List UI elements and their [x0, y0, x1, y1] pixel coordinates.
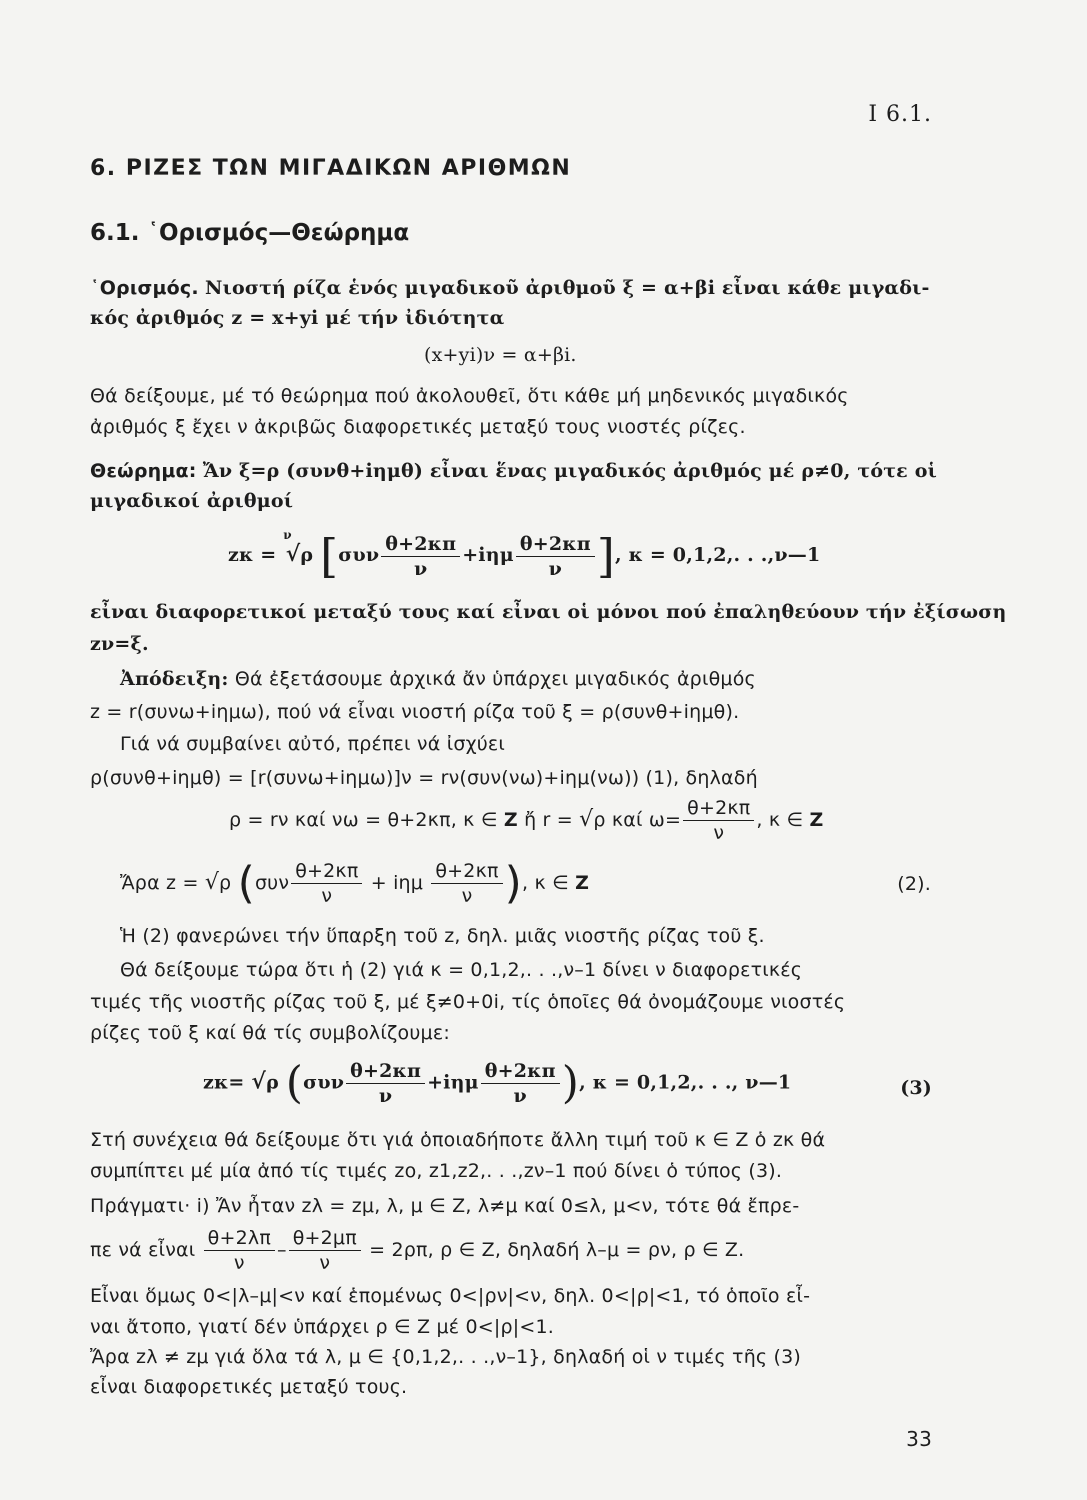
page-number: 33	[906, 1427, 932, 1451]
proof-line-2: z = r(συνω+iημω), πού νά εἶναι νιοστή ρίζα τοῦ ξ = ρ(συνθ+iημθ).	[90, 701, 740, 723]
definition-label: ῾Ορισμός.	[90, 277, 199, 299]
proof-line-10: Πράγματι· i) Ἄν ἦταν zλ = zμ, λ, μ ∈ Z, λ≠μ καί 0≤λ, μ<ν, τότε θά ἔπρε-	[90, 1195, 800, 1217]
definition-line-2: κός ἀριθμός z = x+yi μέ τήν ἰδιότητα	[90, 307, 505, 329]
equation-tag-2: (2).	[897, 873, 931, 895]
proof-label: Ἀπόδειξη:	[120, 668, 229, 690]
proof-line-6: τιμές τῆς νιοστῆς ρίζας τοῦ ξ, μέ ξ≠0+0i, τίς ὁποῖες θά ὀνομάζουμε νιοστές	[90, 991, 846, 1013]
proof-line-15: εἶναι διαφορετικές μεταξύ τους.	[90, 1376, 408, 1398]
theorem-conclusion-1: εἶναι διαφορετικοί μεταξύ τους καί εἶναι οἱ μόνοι πού ἐπαληθεύουν τήν ἐξίσωση	[90, 601, 1007, 623]
chapter-title: 6. ΡΙΖΕΣ ΤΩΝ ΜΙΓΑΔΙΚΩΝ ΑΡΙΘΜΩΝ	[90, 156, 572, 181]
proof-line-13: ναι ἄτοπο, γιατί δέν ὑπάρχει ρ ∈ Z μέ 0<|ρ|<1.	[90, 1316, 554, 1338]
proof-equation-4: zκ= √ρ (συν $\frac{\theta+2\kappa\pi}{\nu}$ +iημ $\frac{\theta+2\kappa\pi}{\nu}$ ), κ = 0,1,2,. . ., ν—1	[203, 1057, 792, 1109]
section-title: 6.1. ῾Ορισμός—Θεώρημα	[90, 220, 410, 246]
proof-line-5: Θά δείξουμε τώρα ὅτι ἡ (2) γιά κ = 0,1,2,. . .,ν–1 δίνει ν διαφορετικές	[120, 959, 803, 981]
section-reference: I 6.1.	[868, 102, 932, 127]
proof-line-14: Ἄρα zλ ≠ zμ γιά ὅλα τά λ, μ ∈ {0,1,2,. . .,ν–1}, δηλαδή οἱ ν τιμές τῆς (3)	[90, 1346, 802, 1368]
equation-tag-3: (3)	[900, 1077, 932, 1099]
proof-line-12: Εἶναι ὅμως 0<|λ–μ|<ν καί ἑπομένως 0<|ρν|<ν, δηλ. 0<|ρ|<1, τό ὁποῖο εἶ-	[90, 1285, 811, 1307]
theorem-conclusion-2: zν=ξ.	[90, 633, 149, 655]
proof-line-3: Γιά νά συμβαίνει αὐτό, πρέπει νά ἰσχύει	[120, 733, 506, 755]
proof-line-1: Ἀπόδειξη: Θά ἐξετάσουμε ἀρχικά ἄν ὑπάρχει μιγαδικός ἀριθμός	[120, 668, 756, 690]
proof-line-8: Στή συνέχεια θά δείξουμε ὅτι γιά ὁποιαδήποτε ἄλλη τιμή τοῦ κ ∈ Z ὁ zκ θά	[90, 1129, 826, 1151]
theorem-line-1: Θεώρημα: Ἄν ξ=ρ (συνθ+iημθ) εἶναι ἕνας μιγαδικός ἀριθμός μέ ρ≠0, τότε οἱ	[90, 460, 938, 482]
proof-line-11: πε νά εἶναι $\frac{\theta+2\lambda\pi}{\nu}$ – $\frac{\theta+2\mu\pi}{\nu}$ = 2ρπ, ρ ∈ Z, δηλαδή λ–μ = ρν, ρ ∈ Z.	[90, 1227, 745, 1274]
theorem-formula: zκ = $^\nu$√ρ [συν $\frac{\theta+2\kappa\pi}{\nu}$ +iημ $\frac{\theta+2\kappa\pi}{\nu}$ ], κ = 0,1,2,. . .,ν—1	[228, 528, 821, 583]
intro-line-1: Θά δείξουμε, μέ τό θεώρημα πού ἀκολουθεῖ, ὅτι κάθε μή μηδενικός μιγαδικός	[90, 385, 849, 407]
definition-equation: (x+yi)ν = α+βi.	[424, 344, 577, 366]
proof-equation-3: Ἄρα z = √ρ (συν $\frac{\theta+2\kappa\pi}{\nu}$ + iημ $\frac{\theta+2\kappa\pi}{\nu}$ ), κ ∈ Z	[120, 857, 590, 909]
proof-equation-1: ρ(συνθ+iημθ) = [r(συνω+iημω)]ν = rν(συν(νω)+iημ(νω)) (1), δηλαδή	[90, 767, 758, 789]
proof-equation-2: ρ = rν καί νω = θ+2κπ, κ ∈ Z ἤ r = √ρ καί ω= $\frac{\theta+2\kappa\pi}{\nu}$ , κ ∈ Z	[229, 797, 824, 844]
theorem-label: Θεώρημα:	[90, 460, 197, 482]
proof-line-7: ρίζες τοῦ ξ καί θά τίς συμβολίζουμε:	[90, 1022, 450, 1044]
proof-line-9: συμπίπτει μέ μία ἀπό τίς τιμές zο, z1,z2,. . .,zν–1 πού δίνει ὁ τύπος (3).	[90, 1160, 783, 1182]
theorem-line-2: μιγαδικοί ἀριθμοί	[90, 490, 294, 512]
proof-line-4: Ἡ (2) φανερώνει τήν ὕπαρξη τοῦ z, δηλ. μιᾶς νιοστῆς ρίζας τοῦ ξ.	[120, 925, 765, 947]
intro-line-2: ἀριθμός ξ ἔχει ν ἀκριβῶς διαφορετικές μεταξύ τους νιοστές ρίζες.	[90, 416, 746, 438]
definition-line-1: ῾Ορισμός. Νιοστή ρίζα ἑνός μιγαδικοῦ ἀριθμοῦ ξ = α+βi εἶναι κάθε μιγαδι-	[90, 277, 930, 299]
